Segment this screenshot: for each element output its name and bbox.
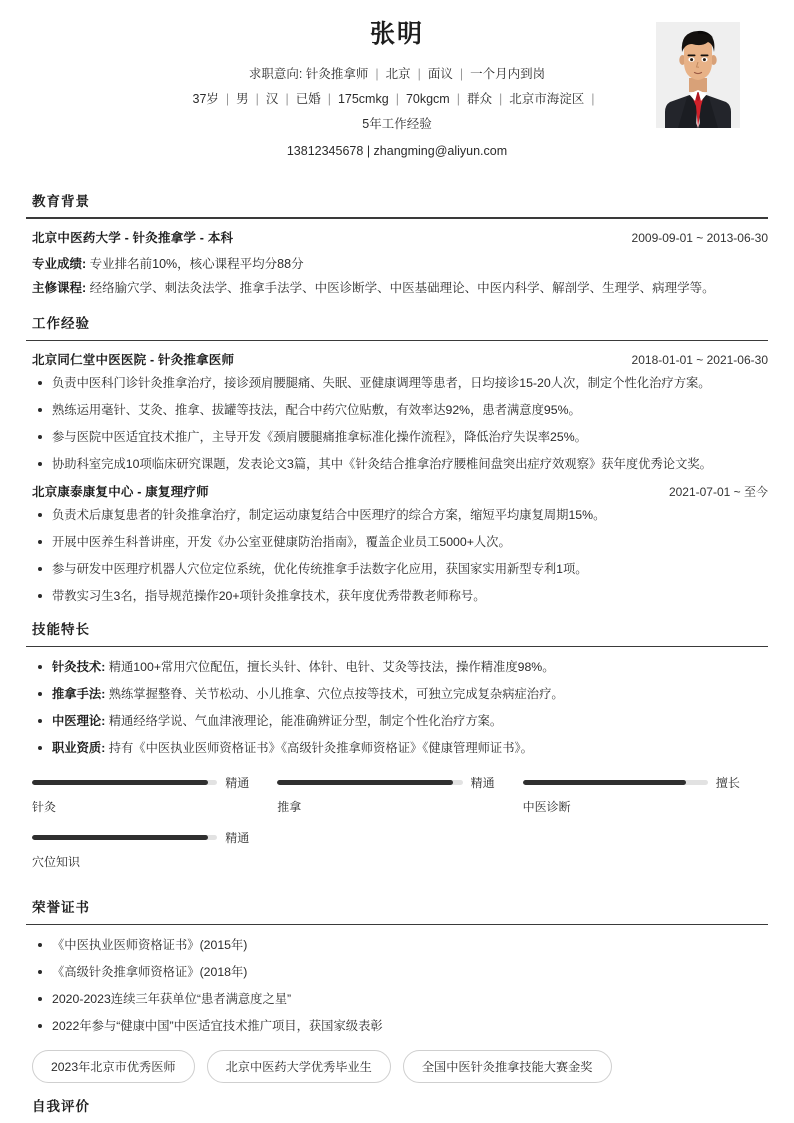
meta-item: 已婚 (295, 91, 321, 106)
section-self-evaluation (26, 1097, 768, 1123)
skill-level-label: 精通 (470, 776, 495, 791)
skill-bar-top (32, 829, 249, 846)
section-skills-title: 技能特长 (32, 622, 90, 638)
meta-item: 175cmkg (337, 91, 389, 106)
work-entry-title: 北京康泰康复中心 - 康复理疗师 (32, 485, 209, 500)
list-item (32, 739, 768, 758)
education-courses (32, 276, 768, 300)
work-bullet-list (32, 374, 768, 474)
work-entry (32, 350, 768, 474)
list-item: 协助科室完成10项临床研究课题，发表论文3篇，其中《针灸结合推拿治疗腰椎间盘突出症疗效观察》获年度优秀论文奖。 (32, 455, 768, 474)
education-entry-title: 北京中医药大学 - 针灸推拿学 - 本科 (32, 230, 234, 245)
meta-item: 群众 (466, 91, 492, 106)
skill-label: 中医理论: (52, 714, 106, 729)
meta-separator: | (395, 91, 399, 106)
skill-text: 持有《中医执业医师资格证书》《高级针灸推拿师资格证》《健康管理师证书》。 (105, 741, 533, 756)
skill-name-label: 穴位知识 (32, 855, 81, 870)
personal-info-line (107, 87, 687, 112)
section-work-head (26, 314, 768, 339)
list-item: 2022年参与“健康中国”中医适宜技术推广项目，获国家级表彰 (32, 1017, 768, 1036)
meta-item: 北京 (385, 66, 411, 81)
experience-years: 5年工作经验 (362, 116, 432, 131)
section-work-body (26, 341, 768, 606)
education-grade-value: 专业排名前10%，核心课程平均分88分 (89, 256, 304, 271)
skill-name-label: 中医诊断 (522, 800, 571, 815)
skills-bullet-list (32, 658, 768, 758)
list-item: 参与研发中医理疗机器人穴位定位系统，优化传统推拿手法数字化应用，获国家实用新型专利1项。 (32, 560, 768, 579)
job-objective-label: 求职意向: (248, 66, 303, 81)
skill-bar-track (523, 780, 708, 785)
honor-tag[interactable]: 北京中医药大学优秀毕业生 (207, 1050, 391, 1083)
meta-separator: | (225, 91, 230, 106)
skill-bar (32, 774, 277, 815)
work-entry (32, 482, 768, 606)
education-courses-value: 经络腧穴学、刺法灸法学、推拿手法学、中医诊断学、中医基础理论、中医内科学、解剖学、生理学、病理学等。 (89, 280, 715, 295)
list-item: 带教实习生3名，指导规范操作20+项针灸推拿技术，获年度优秀带教老师称号。 (32, 587, 768, 606)
meta-separator: | (285, 91, 289, 106)
job-objective-items (306, 67, 545, 81)
meta-separator: | (591, 91, 595, 106)
job-objective-line (107, 62, 687, 87)
work-entry-date: 2018-01-01 ~ 2021-06-30 (631, 353, 768, 367)
section-self-evaluation-head (26, 1097, 768, 1122)
meta-item: 男 (236, 91, 249, 106)
section-skills-head (26, 620, 768, 645)
meta-separator: | (417, 66, 421, 81)
skill-bar-fill (32, 780, 208, 785)
skill-bar-fill (277, 780, 453, 785)
work-entry-row (32, 350, 768, 368)
skill-bar (523, 774, 768, 815)
resume-header (26, 0, 768, 178)
list-item: 负责术后康复患者的针灸推拿治疗，制定运动康复结合中医理疗的综合方案，缩短平均康复周期15%。 (32, 506, 768, 525)
skill-text: 熟练掌握整脊、关节松动、小儿推拿、穴位点按等技术，可独立完成复杂病症治疗。 (105, 687, 564, 702)
skill-level-label: 精通 (225, 831, 250, 846)
skill-bar-fill (523, 780, 686, 785)
meta-item: 汉 (265, 91, 279, 106)
skill-bar-top (277, 774, 494, 791)
section-honors-head (26, 898, 768, 923)
list-item (32, 658, 768, 677)
meta-item: 70kgcm (405, 91, 450, 106)
section-honors (26, 898, 768, 1083)
section-skills (26, 620, 768, 884)
skill-bar (32, 829, 277, 870)
work-entry-title: 北京同仁堂中医医院 - 针灸推拿医师 (32, 353, 235, 367)
section-self-evaluation-title: 自我评价 (32, 1099, 90, 1115)
skill-bar-track (32, 835, 217, 840)
skill-label: 职业资质: (52, 741, 106, 756)
skill-bar-top (523, 774, 740, 791)
page-title: 张明 (369, 20, 424, 48)
section-education (26, 192, 768, 301)
skill-text: 精通经络学说、气血津液理论，能准确辨证分型，制定个性化治疗方案。 (105, 714, 503, 729)
education-grade-label: 专业成绩: (32, 256, 87, 271)
section-work (26, 314, 768, 606)
meta-separator: | (327, 91, 331, 106)
honor-tag-list (26, 1050, 768, 1083)
avatar-illustration (656, 22, 740, 128)
skill-bar (277, 774, 522, 815)
section-skills-body (26, 647, 768, 758)
meta-separator: | (456, 91, 460, 106)
list-item: 参与医院中医适宜技术推广，主导开发《颈肩腰腿痛推拿标准化操作流程》，降低治疗失误率25%。 (32, 428, 768, 447)
list-item: 开展中医养生科普讲座，开发《办公室亚健康防治指南》，覆盖企业员工5000+人次。 (32, 533, 768, 552)
list-item: 《高级针灸推拿师资格证》(2018年) (32, 963, 768, 982)
skill-level-label: 精通 (225, 776, 250, 791)
section-education-body (26, 219, 768, 301)
honor-tag[interactable]: 2023年北京市优秀医师 (32, 1050, 195, 1083)
list-item (32, 712, 768, 731)
skill-label: 针灸技术: (52, 660, 106, 675)
skill-bar-track (277, 780, 462, 785)
section-education-title: 教育背景 (32, 193, 90, 209)
skill-bar-fill (32, 835, 208, 840)
skill-name-label: 推拿 (277, 800, 302, 815)
meta-separator: | (255, 91, 259, 106)
work-entry-row (32, 482, 768, 500)
section-honors-title: 荣誉证书 (32, 900, 90, 916)
honors-bullet-list (32, 936, 768, 1036)
skill-bar-grid (26, 774, 768, 884)
skill-text: 精通100+常用穴位配伍，擅长头针、体针、电针、艾灸等技法，操作精准度98%。 (105, 660, 555, 675)
meta-item: 一个月内到岗 (470, 66, 546, 81)
list-item: 2020-2023连续三年获单位“患者满意度之星” (32, 990, 768, 1009)
skill-level-label: 擅长 (715, 776, 740, 791)
meta-item: 针灸推拿师 (305, 66, 369, 81)
honor-tag[interactable]: 全国中医针灸推拿技能大赛金奖 (403, 1050, 612, 1083)
meta-item: 37岁 (192, 91, 219, 106)
work-bullet-list (32, 506, 768, 606)
education-courses-label: 主修课程: (32, 280, 87, 295)
meta-item: 北京市海淀区 (509, 91, 585, 106)
contact-separator: | (366, 143, 371, 158)
education-grade (32, 252, 768, 276)
section-education-head (26, 192, 768, 217)
education-entry-date: 2009-09-01 ~ 2013-06-30 (631, 230, 768, 245)
meta-item: 面议 (427, 66, 453, 81)
list-item: 负责中医科门诊针灸推拿治疗，接诊颈肩腰腿痛、失眠、亚健康调理等患者，日均接诊15-20人次，制定个性化治疗方案。 (32, 374, 768, 393)
education-entry-row (32, 228, 768, 246)
meta-separator: | (375, 66, 379, 81)
meta-separator: | (498, 91, 503, 106)
avatar (656, 22, 740, 128)
skill-bar-track (32, 780, 217, 785)
email-address: zhangming@aliyun.com (373, 143, 508, 158)
section-honors-body (26, 925, 768, 1036)
education-entry (32, 228, 768, 301)
list-item (32, 685, 768, 704)
contact-line (107, 139, 687, 164)
header-text-block (107, 18, 687, 164)
skill-label: 推拿手法: (52, 687, 106, 702)
meta-separator: | (459, 66, 464, 81)
skill-bar-top (32, 774, 249, 791)
list-item: 熟练运用毫针、艾灸、推拿、拔罐等技法，配合中药穴位贴敷，有效率达92%，患者满意度95%。 (32, 401, 768, 420)
section-work-title: 工作经验 (32, 316, 90, 332)
skill-name-label: 针灸 (32, 800, 57, 815)
work-entry-date: 2021-07-01 ~ 至今 (668, 485, 768, 500)
list-item: 《中医执业医师资格证书》(2015年) (32, 936, 768, 955)
phone-number: 13812345678 (286, 143, 364, 158)
